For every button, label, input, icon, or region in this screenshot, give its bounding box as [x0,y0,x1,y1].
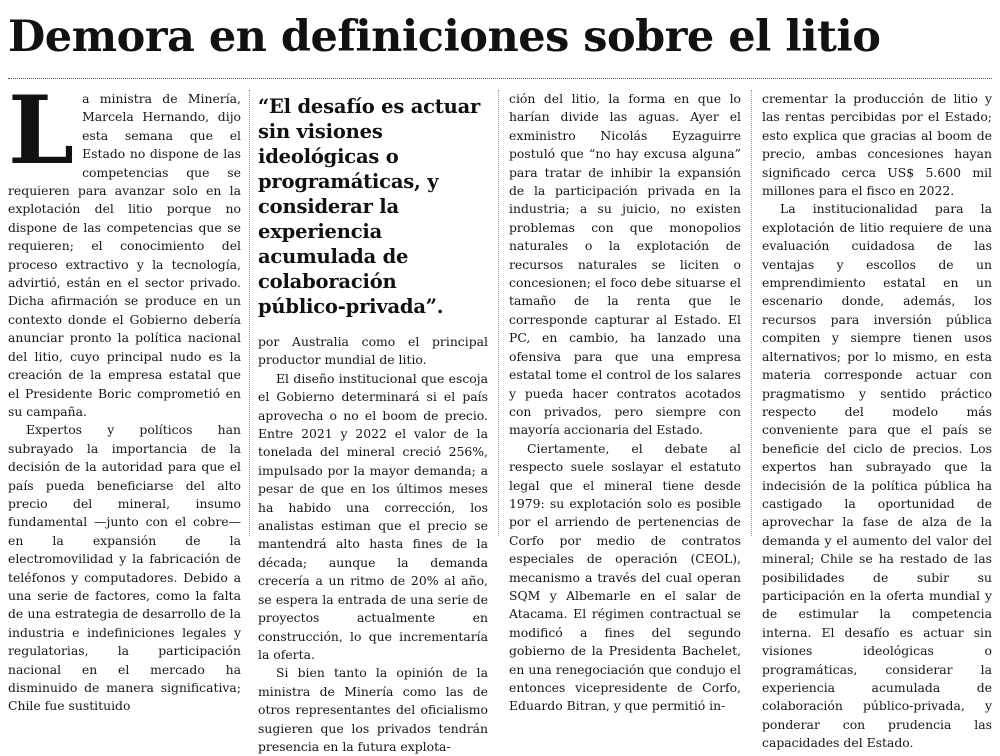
paragraph: La institucionalidad para la explotación de litio requiere de una evaluación cuidadosa de las ventajas y escollos de un emprendimiento estatal en un escenario donde, además, los recursos para inversión pública compiten y siempre tienen usos alternativos; por lo mismo, en esta materia corresponde actuar con pragmatismo y sentido práctico respecto del modelo más conveniente para que el país se beneficie del ciclo de precios. Los expertos han subrayado que la indecisión de la política pública ha castigado la oportunidad de aprovechar la fase de alza de la demanda y el aumento del valor del mineral; Chile se ha restado de las posibilidades de subir su participación en la oferta mundial y de estimular la competencia interna. El desafío es actuar sin visiones ideológicas o programáticas, considerar la experiencia acumulada de colaboración público-privada, y ponderar con prudencia las capacidades del Estado. [762,201,992,751]
column-divider [249,90,250,536]
paragraph: Expertos y políticos han subrayado la importancia de la decisión de la autoridad para que el país pueda beneficiarse del alto precio del mineral, insumo fundamental —junto con el cobre— en la expansión de la electromovilidad y la fabricación de teléfonos y computadores. Debido a una serie de factores, como la falta de una estrategia de desarrollo de la industria e indefiniciones legales y regulatorias, la participación nacional en el mercado ha disminuido de manera significativa; Chile fue sustituido [8,422,241,714]
column-divider [751,90,752,536]
top-rule [8,78,992,79]
paragraph: crementar la producción de litio y las rentas percibidas por el Estado; esto explica que gracias al boom de precio, ambas concesiones hayan significado cerca US$ 5.600 mil millones para el fisco en 2022. [762,91,992,199]
headline: Demora en definiciones sobre el litio [8,12,881,62]
paragraph [8,76,241,421]
article-column-3 [509,90,741,714]
paragraph: ción del litio, la forma en que lo harían divide las aguas. Ayer el exministro Nicolás Eyzaguirre postuló que “no hay excusa alguna” para tratar de inhibir la expansión de la participación privada en la industria; a su juicio, no existen problemas con que monopolios naturales o la explotación de recursos naturales se liciten o concesionen; el foco debe situarse el tamaño de la renta que le corresponde capturar al Estado. El PC, en cambio, ha lanzado una ofensiva para que una empresa estatal tome el control de los salares y pueda hacer contratos acotados con privados, pero siempre con mayoría accionaria del Estado. [509,91,741,438]
paragraph: Ciertamente, el debate al respecto suele soslayar el estatuto legal que el mineral tiene desde 1979: su explotación solo es posible por el arriendo de pertenencias de Corfo por medio de contratos especiales de operación (CEOL), mecanismo a través del cual operan SQM y Albemarle en el salar de Atacama. El régimen contractual se modificó a fines del segundo gobierno de la Presidenta Bachelet, en una renegociación que condujo el entonces vicepresidente de Corfo, Eduardo Bitran, y que permitió in- [509,440,741,714]
paragraph: El diseño institucional que escoja el Gobierno determinará si el país aprovecha o no el boom de precio. Entre 2021 y 2022 el valor de la tonelada del mineral creció 256%, impulsado por la mayor demanda; a pesar de que en los últimos meses ha habido una corrección, los analistas estiman que el precio se mantendrá alto hasta fines de la década; aunque la demanda crecería a un ritmo de 20% al año, se espera la entrada de una serie de proyectos actualmente en construcción, lo que incrementaría la oferta. [258,370,488,662]
article-column-4 [762,90,992,751]
pull-quote: “El desafío es actuar sin visiones ideológicas o programáticas, y considerar la experiencia acumulada de colaboración público-privada”. [258,95,481,318]
paragraph: por Australia como el principal productor mundial de litio. [258,334,488,368]
drop-cap: L [8,76,75,186]
article-column-1 [8,76,241,714]
paragraph-text: a ministra de Minería, Marcela Hernando, dijo esta semana que el Estado no dispone de las competencias que se requieren para avanzar solo en la explotación del litio porque no dispone de las competencias que se requieren; el conocimiento del proceso extractivo y la tecnología, advirtió, están en el sector privado. Dicha afirmación se produce en un contexto donde el Gobierno debería anunciar pronto la política nacional del litio, cuyo principal nudo es la creación de la empresa estatal que el Presidente Boric comprometió en su campaña. [8,91,241,419]
article-column-2 [258,90,488,754]
column-divider [498,90,499,536]
paragraph: Si bien tanto la opinión de la ministra de Minería como las de otros representantes del oficialismo sugieren que los privados tendrán presencia en la futura explota- [258,665,488,754]
